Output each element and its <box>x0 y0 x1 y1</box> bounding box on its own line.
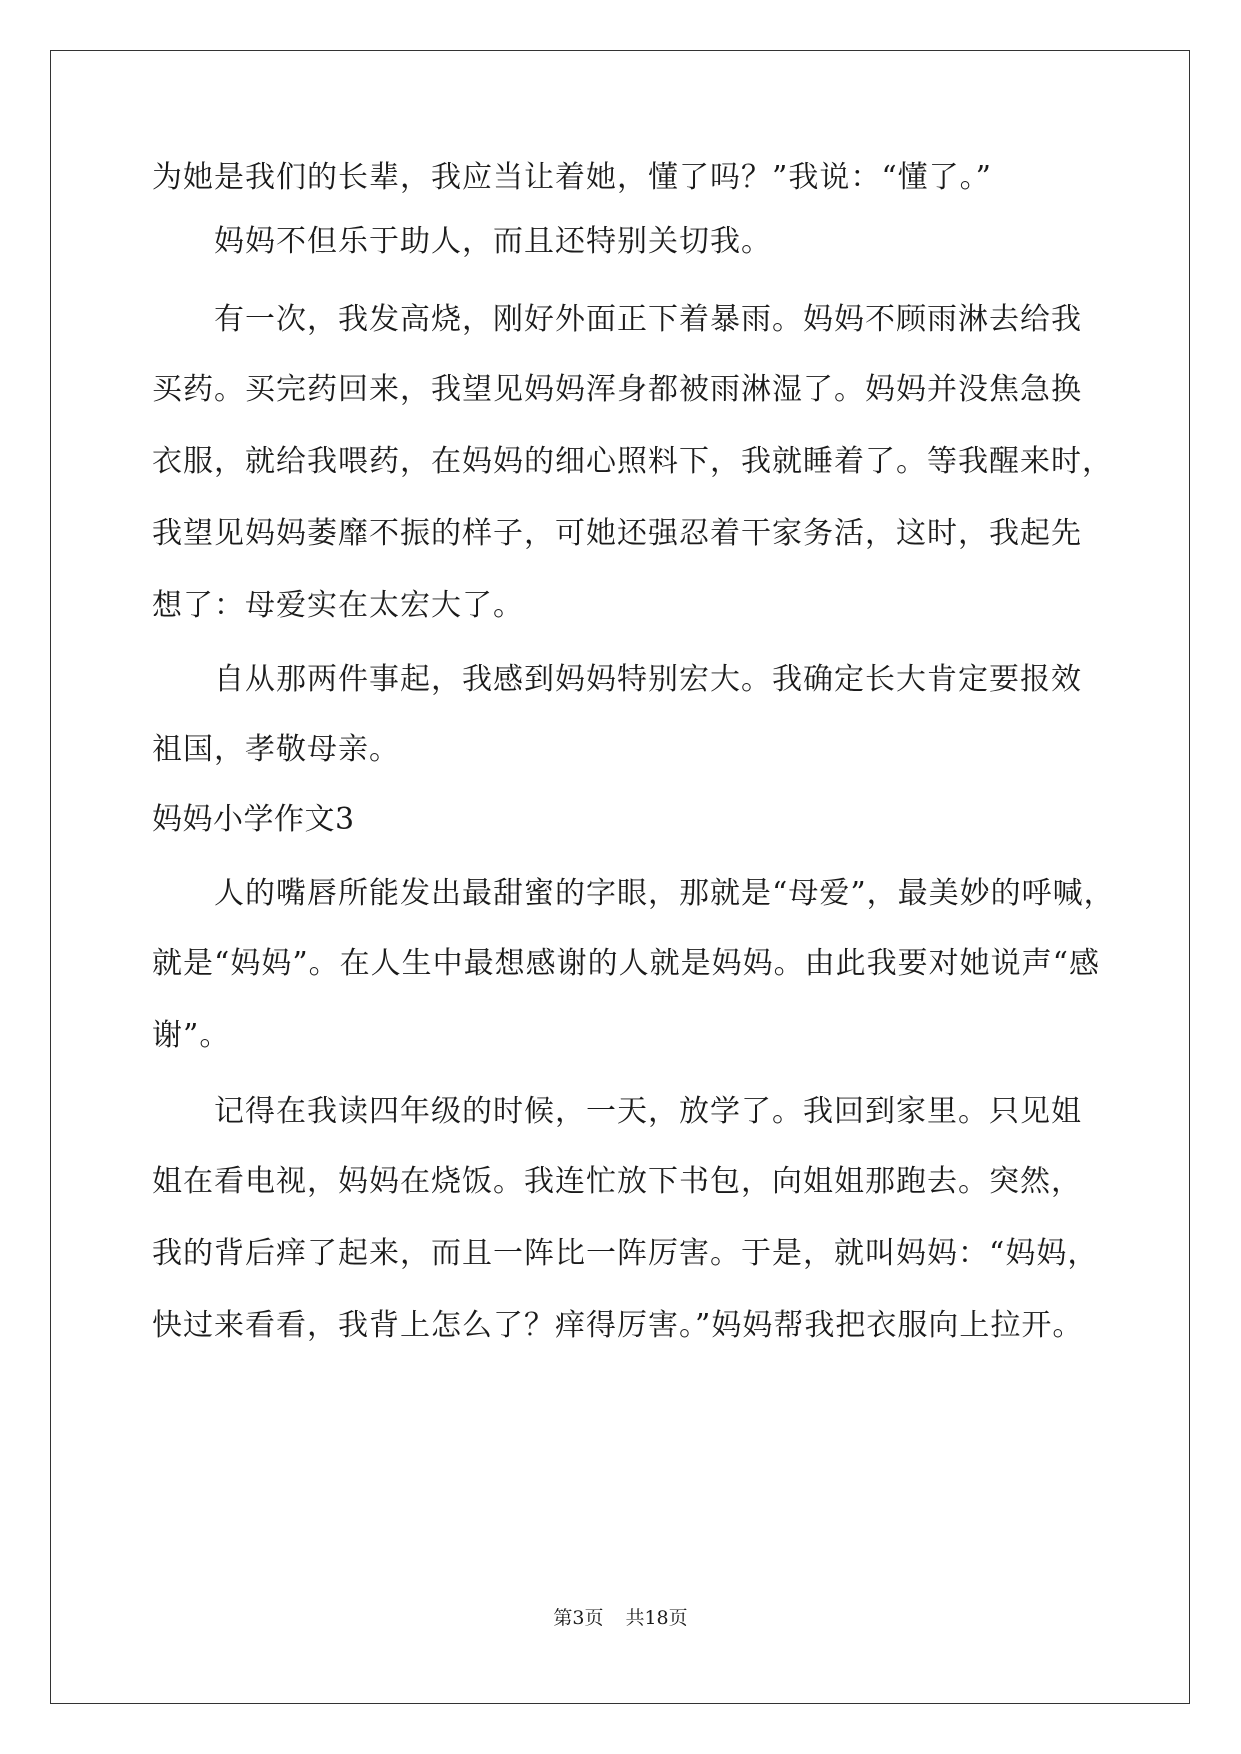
text-line: 为她是我们的长辈，我应当让着她，懂了吗？”我说：“懂了。” <box>152 160 993 195</box>
text-line: 就是“妈妈”。在人生中最想感谢的人就是妈妈。由此我要对她说声“感 <box>152 946 1101 981</box>
text-line: 衣服，就给我喂药，在妈妈的细心照料下，我就睡着了。等我醒来时， <box>152 444 1113 479</box>
paragraph-line: 记得在我读四年级的时候，一天，放学了。我回到家里。只见姐 <box>214 1094 1082 1129</box>
text-line: 买药。买完药回来，我望见妈妈浑身都被雨淋湿了。妈妈并没焦急换 <box>152 372 1082 407</box>
text-line: 快过来看看，我背上怎么了？痒得厉害。”妈妈帮我把衣服向上拉开。 <box>152 1308 1084 1343</box>
text-line: 谢”。 <box>152 1018 231 1053</box>
paragraph-line: 妈妈不但乐于助人，而且还特别关切我。 <box>214 224 772 259</box>
paragraph-line: 自从那两件事起，我感到妈妈特别宏大。我确定长大肯定要报效 <box>214 662 1082 697</box>
page-total: 共18页 <box>625 1607 688 1629</box>
paragraph-line: 有一次，我发高烧，刚好外面正下着暴雨。妈妈不顾雨淋去给我 <box>214 302 1082 337</box>
text-line: 我望见妈妈萎靡不振的样子，可她还强忍着干家务活，这时，我起先 <box>152 516 1082 551</box>
text-line: 我的背后痒了起来，而且一阵比一阵厉害。于是，就叫妈妈：“妈妈， <box>152 1236 1099 1271</box>
text-line: 想了：母爱实在太宏大了。 <box>152 588 524 623</box>
text-line: 姐在看电视，妈妈在烧饭。我连忙放下书包，向姐姐那跑去。突然， <box>152 1164 1082 1199</box>
page-number: 第3页 <box>553 1607 604 1629</box>
paragraph-line: 人的嘴唇所能发出最甜蜜的字眼，那就是“母爱”，最美妙的呼喊， <box>214 876 1115 911</box>
text-line: 祖国，孝敬母亲。 <box>152 732 400 767</box>
section-heading: 妈妈小学作文3 <box>152 802 355 837</box>
page-footer <box>0 1606 1241 1630</box>
